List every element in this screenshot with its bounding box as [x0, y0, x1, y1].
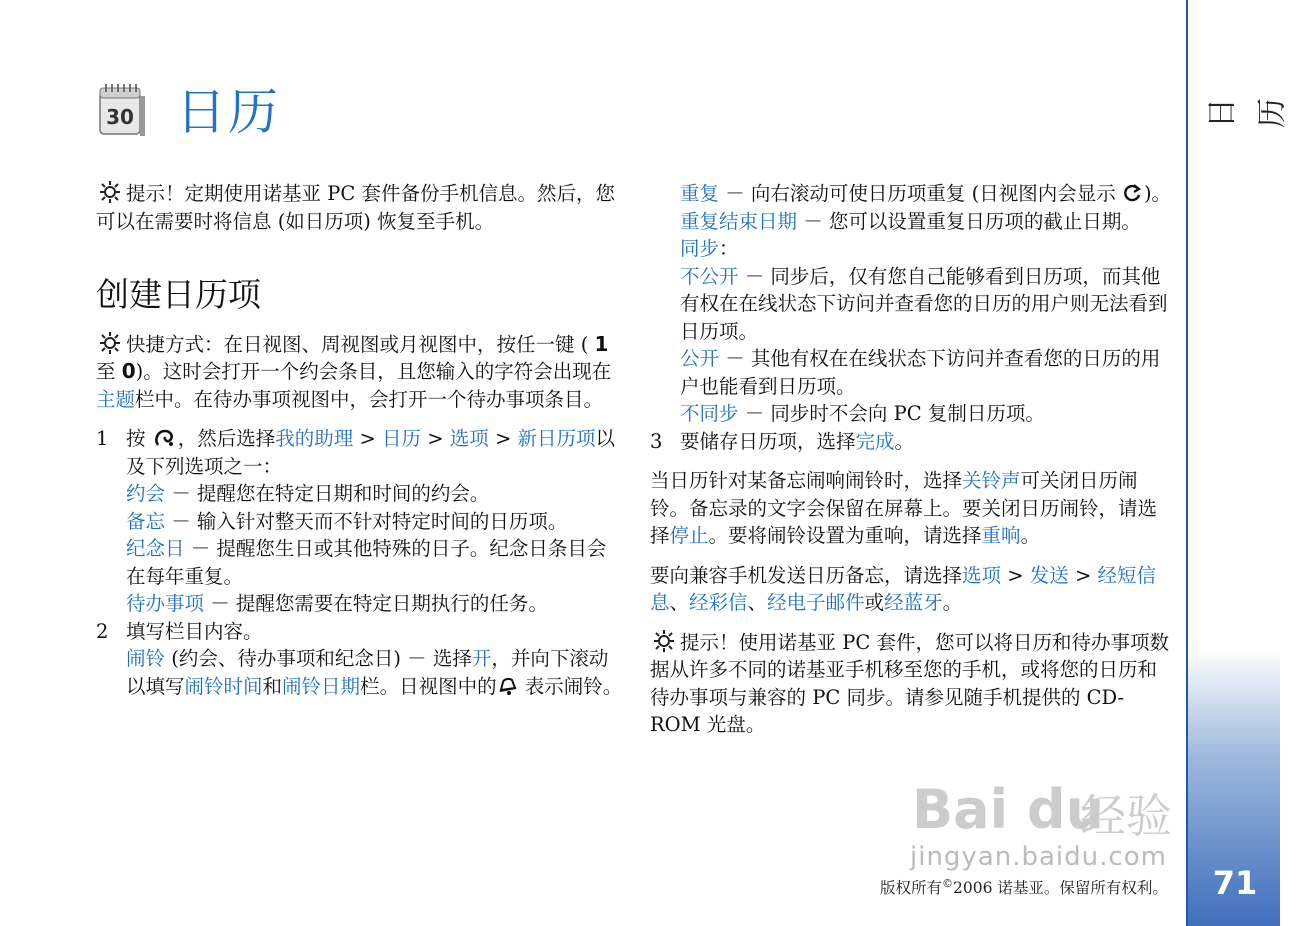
- step-text: 。: [894, 429, 915, 453]
- step-1-text: [126, 425, 624, 480]
- para-text: 或: [864, 591, 885, 614]
- link-options: 选项: [962, 563, 1002, 587]
- shortcut-label: 快捷方式：: [126, 332, 224, 356]
- option-desc: )。: [1143, 182, 1172, 205]
- step-text: ，然后选择: [177, 427, 276, 450]
- copyright-symbol: ©: [942, 876, 954, 890]
- alarm-time: 闹铃时间: [184, 674, 263, 698]
- alarm-text: 栏。日视图中的: [360, 674, 497, 698]
- option-desc: － 输入针对整天而不针对特定时间的日历项。: [171, 509, 568, 533]
- option-name: 备忘: [126, 509, 166, 533]
- option-memo: [126, 508, 624, 536]
- step-3-text: [680, 428, 1172, 456]
- key-0: 0: [121, 359, 136, 383]
- copyright-text: 版权所有: [880, 879, 943, 897]
- option-sync: [680, 235, 1172, 263]
- tip-paragraph-2: [650, 629, 1172, 739]
- step-text: 以及下列选项之一：: [126, 427, 616, 478]
- watermark-logo: Bai du: [912, 778, 1105, 841]
- link-via-email: 经电子邮件: [767, 591, 865, 614]
- option-desc: － 同步后，仅有您自己能够看到日历项，而其他有权在在线状态下访问并查看您的日历的用户则无法看到日历项。: [680, 264, 1168, 343]
- step-3: [650, 428, 1172, 456]
- shortcut-paragraph: [96, 331, 624, 414]
- alarm-icon: [497, 676, 519, 696]
- option-repeat-until: [680, 208, 1172, 236]
- option-name: 不公开: [680, 264, 739, 288]
- tip-label: 提示！: [126, 182, 185, 205]
- link-snooze: 重响: [981, 524, 1021, 547]
- watermark-url: jingyan.baidu.com: [910, 842, 1167, 872]
- link-send: 发送: [1029, 563, 1069, 587]
- menu-key-icon: [152, 427, 178, 449]
- option-name: 公开: [680, 347, 720, 370]
- option-name: 约会: [126, 482, 166, 505]
- key-1: 1: [594, 331, 609, 356]
- calendar-icon: [96, 82, 148, 138]
- option-desc: － 同步时不会向 PC 复制日历项。: [744, 402, 1045, 425]
- section-heading: 创建日历项: [96, 275, 261, 314]
- option-private: [680, 263, 1172, 346]
- left-column: [96, 180, 624, 700]
- path-separator: >: [494, 427, 512, 450]
- options-continued: [650, 180, 1172, 428]
- option-desc: － 向右滚动可使日历项重复 (日视图内会显示: [725, 182, 1122, 205]
- option-name: 不同步: [680, 402, 739, 425]
- copyright-text: 2006 诺基亚。保留所有权利。: [953, 879, 1168, 897]
- copyright: [880, 876, 1168, 898]
- path-options: 选项: [449, 427, 489, 450]
- link-via-bluetooth: 经蓝牙: [884, 591, 943, 614]
- option-name: 纪念日: [126, 537, 185, 560]
- path-my-assistant: 我的助理: [275, 427, 354, 450]
- watermark-cn: 经验: [1080, 789, 1172, 843]
- side-bar: [1186, 0, 1290, 926]
- tip-bulb-icon: [96, 180, 126, 204]
- option-repeat: [680, 180, 1172, 208]
- link-stop: 停止: [669, 524, 709, 547]
- option-todo: [126, 590, 624, 618]
- tip-text: 定期使用诺基亚 PC 套件备份手机信息。然后，您可以在需要时将信息 (如日历项) 恢复至手机。: [96, 182, 615, 233]
- shortcut-text: 栏中。在待办事项视图中，会打开一个待办事项条目。: [135, 387, 604, 411]
- section-label: 日历: [1205, 98, 1290, 128]
- para-text: 要向兼容手机发送日历备忘，请选择: [650, 563, 963, 587]
- option-desc: ：: [719, 237, 739, 260]
- option-name: 重复结束日期: [680, 209, 798, 233]
- path-new-entry: 新日历项: [517, 427, 596, 450]
- alarm-text: ，并向下滚动以填写: [126, 647, 609, 698]
- link-stop-tone: 关铃声: [962, 469, 1021, 492]
- path-separator: >: [1075, 563, 1092, 587]
- option-name: 同步: [680, 237, 720, 260]
- option-anniversary: [126, 535, 624, 590]
- shortcut-text: 在日视图、周视图或月视图中，按任一键 (: [223, 332, 589, 356]
- para-text: 可关闭日历闹铃。备忘录的文字会保留在屏幕上。要关闭日历闹铃，请选择: [650, 469, 1158, 547]
- repeat-icon: [1122, 183, 1144, 203]
- option-desc: － 提醒您需要在特定日期执行的任务。: [210, 592, 548, 615]
- option-desc: － 提醒您在特定日期和时间的约会。: [171, 482, 490, 505]
- step-number: 3: [650, 429, 663, 453]
- option-desc: － 您可以设置重复日历项的截止日期。: [803, 209, 1141, 233]
- alarm-text: (约会、待办事项和纪念日) － 选择: [165, 647, 472, 670]
- step-2: [96, 618, 624, 701]
- option-name: 重复: [680, 182, 720, 205]
- path-calendar: 日历: [382, 427, 422, 450]
- alarm-text: 和: [262, 674, 283, 698]
- page-number: 71: [1212, 864, 1258, 902]
- tip-paragraph: [96, 180, 624, 235]
- option-public: [680, 345, 1172, 400]
- tip-bulb-icon: [96, 331, 126, 355]
- path-separator: >: [1007, 563, 1024, 587]
- tip-label: 提示！: [680, 630, 739, 654]
- send-note-paragraph: [650, 562, 1172, 617]
- calendar-icon-number: 30: [106, 105, 134, 129]
- para-text: 。: [942, 591, 963, 614]
- option-meeting: [126, 480, 624, 508]
- step-number: 1: [96, 427, 109, 450]
- para-text: 。要将闹铃设置为重响，请选择: [708, 524, 982, 547]
- option-desc: － 其他有权在在线状态下访问并查看您的日历的用户也能看到日历项。: [680, 347, 1161, 398]
- alarm-note-paragraph: [650, 467, 1172, 550]
- link-via-sms: 经短信息: [650, 563, 1157, 614]
- para-text: 。: [1020, 524, 1041, 547]
- alarm-paragraph: [126, 645, 624, 700]
- path-separator: >: [359, 427, 376, 450]
- option-name: 待办事项: [126, 592, 205, 615]
- link-subject: 主题: [96, 387, 136, 411]
- tip-text: 使用诺基亚 PC 套件，您可以将日历和待办事项数据从许多不同的诺基亚手机移至您的手机，或将您的日历和待办事项与兼容的 PC 同步。请参见随手机提供的 CD-ROM 光盘。: [650, 630, 1169, 736]
- para-text: 当日历针对某备忘闹响闹铃时，选择: [650, 469, 963, 492]
- page-title: 日历: [176, 83, 280, 141]
- link-done: 完成: [855, 429, 895, 453]
- option-desc: － 提醒您生日或其他特殊的日子。纪念日条目会在每年重复。: [126, 537, 607, 588]
- alarm-name: 闹铃: [126, 647, 166, 670]
- step-1: [96, 425, 624, 618]
- shortcut-text: )。这时会打开一个约会条目，且您输入的字符会出现在: [135, 360, 612, 383]
- para-text: 、: [669, 591, 690, 614]
- path-separator: >: [427, 427, 444, 450]
- alarm-on: 开: [471, 647, 492, 670]
- alarm-date: 闹铃日期: [282, 674, 361, 698]
- step-number: 2: [96, 619, 109, 643]
- para-text: 、: [747, 591, 768, 614]
- alarm-text: 表示闹铃。: [518, 674, 623, 698]
- shortcut-to: 至: [96, 360, 116, 383]
- step-text: 要储存日历项，选择: [680, 429, 856, 453]
- right-column: [650, 180, 1172, 751]
- step-text: 按: [126, 427, 146, 450]
- option-none: [680, 400, 1172, 428]
- link-via-mms: 经彩信: [689, 591, 748, 614]
- step-2-text: 填写栏目内容。: [126, 619, 263, 643]
- tip-bulb-icon: [650, 629, 680, 653]
